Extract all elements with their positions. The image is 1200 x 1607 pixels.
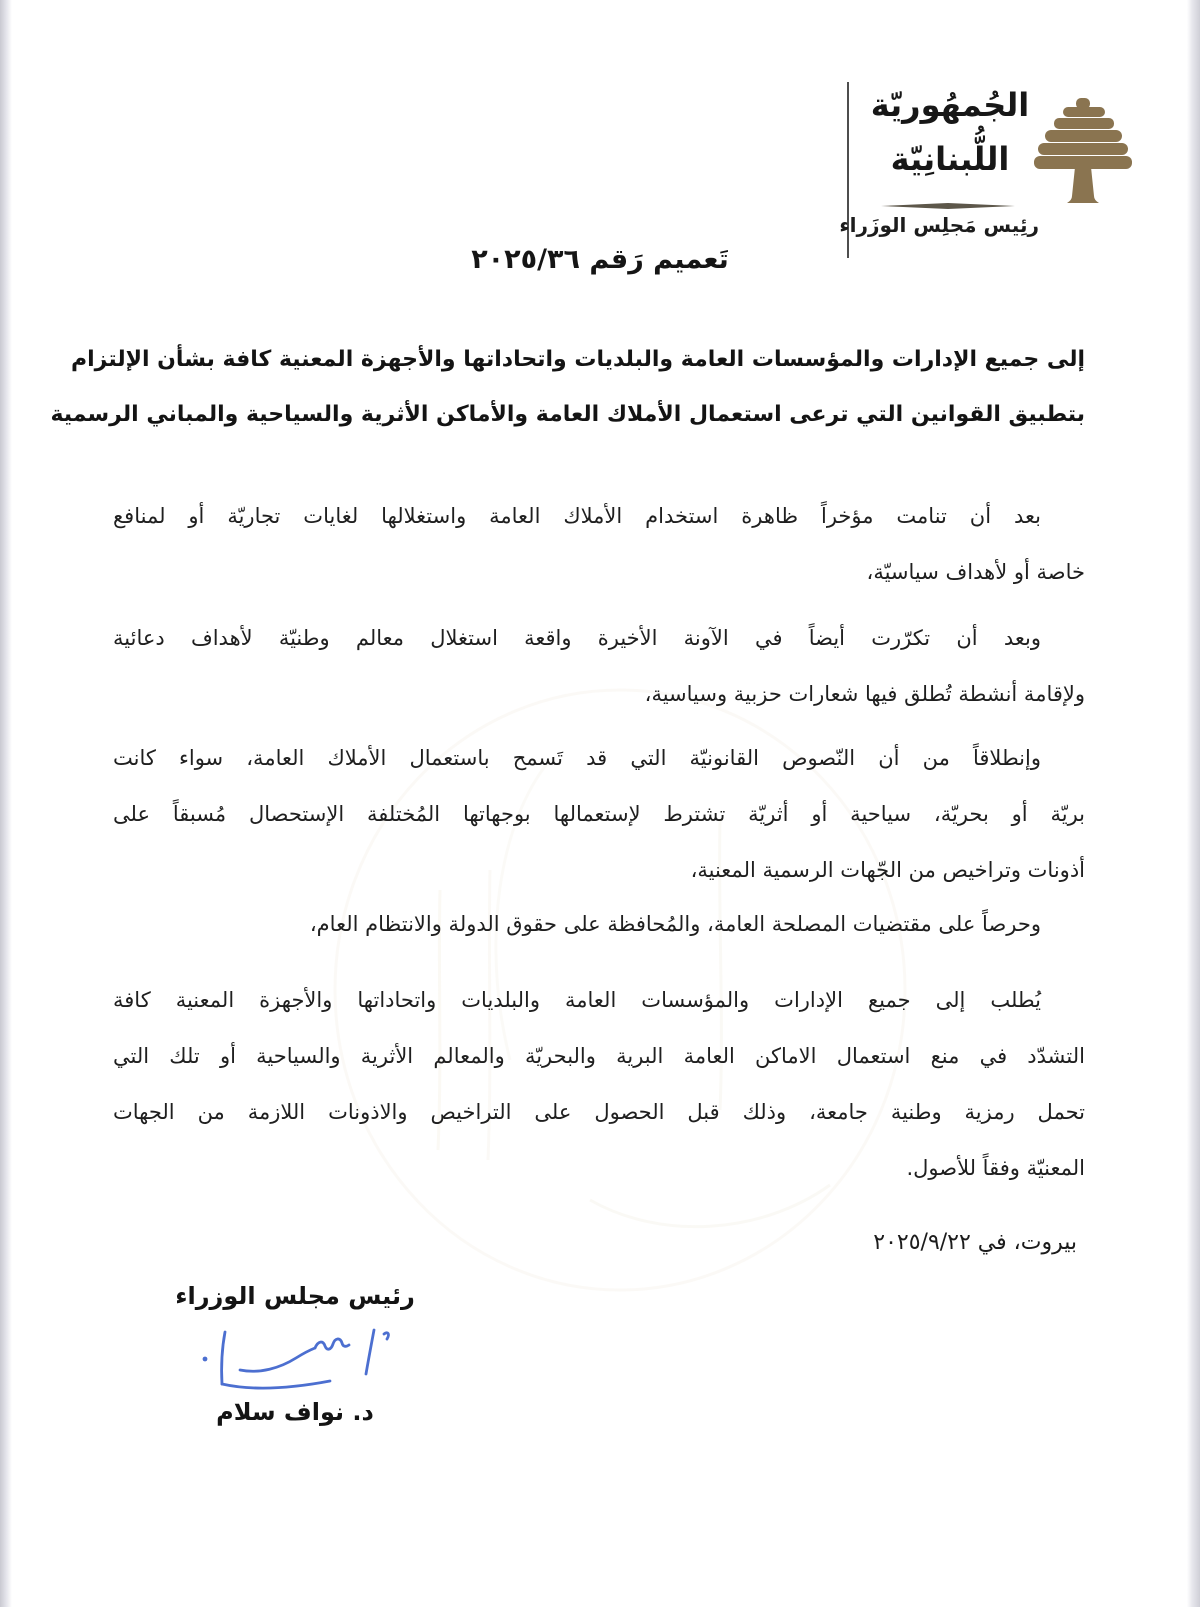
text-line: خاصة أو لأهداف سياسيّة، [866,560,1085,584]
text-line: وحرصاً على مقتضيات المصلحة العامة، والمُحافظة على حقوق الدولة والانتظام العام، [309,912,1041,936]
date-line: بيروت، في ٢٠٢٥/٩/٢٢ [873,1230,1077,1255]
signatory-title: رئيس مجلس الوزراء [175,1282,415,1310]
body-paragraph-5 [113,972,1085,1196]
republic-line1: الجُمهُوريّة [870,86,1030,124]
addressee-paragraph [50,332,1085,442]
text-line: بتطبيق القوانين التي ترعى استعمال الأملاك العامة والأماكن الأثرية والسياحية والمباني الرسمية [50,402,1085,427]
text-line: أذونات وتراخيص من الجّهات الرسمية المعنية، [690,858,1085,882]
text-line: يُطلب إلى جميع الإدارات والمؤسسات العامة والبلديات واتحاداتها والأجهزة المعنية كافة [113,988,1041,1012]
handwritten-signature [178,1322,408,1402]
text-line: وإنطلاقاً من أن النّصوص القانونيّة التي قد تَسمح باستعمال الأملاك العامة، سواء كانت [113,746,1041,770]
text-line: تحمل رمزية وطنية جامعة، وذلك قبل الحصول على التراخيص والاذونات اللازمة من الجهات [113,1100,1085,1124]
text-line: التشدّد في منع استعمال الاماكن العامة البرية والبحريّة والمعالم الأثرية والسياحية أو تلك التي [113,1044,1085,1068]
body-paragraph-2 [113,610,1085,722]
body-paragraph-1 [113,488,1085,600]
body-paragraph-3 [113,730,1085,898]
text-line: بعد أن تنامت مؤخراً ظاهرة استخدام الأملاك العامة واستغلالها لغايات تجاريّة أو لمنافع [113,504,1041,528]
cedar-tree-icon [1033,98,1133,208]
letterhead [839,82,1139,260]
letterhead-divider [881,203,1015,209]
text-line: إلى جميع الإدارات والمؤسسات العامة والبلديات واتحاداتها والأجهزة المعنية كافة بشأن الإلتزام [70,347,1085,372]
republic-calligraphy [869,78,1031,186]
signatory-name: د. نواف سلام [216,1398,374,1426]
scan-edge-right [1187,0,1200,1607]
body-paragraph-4 [113,896,1085,952]
office-title: رئِيس مَجلِس الوزَراء [839,213,1039,237]
text-line: بريّة أو بحريّة، سياحية أو أثريّة تشترط لإستعمالها بوجهاتها المُختلفة الإستحصال مُسبقاً على [113,802,1085,826]
text-line: المعنيّة وفقاً للأصول. [906,1156,1085,1180]
circular-title: تَعميم رَقم ٢٠٢٥/٣٦ [471,244,729,275]
republic-line2: اللُّبنانِيّة [890,140,1010,178]
text-line: وبعد أن تكرّرت أيضاً في الآونة الأخيرة واقعة استغلال معالم وطنيّة لأهداف دعائية [113,626,1041,650]
text-line: ولإقامة أنشطة تُطلق فيها شعارات حزبية وسياسية، [644,682,1085,706]
scan-edge-left [0,0,12,1607]
